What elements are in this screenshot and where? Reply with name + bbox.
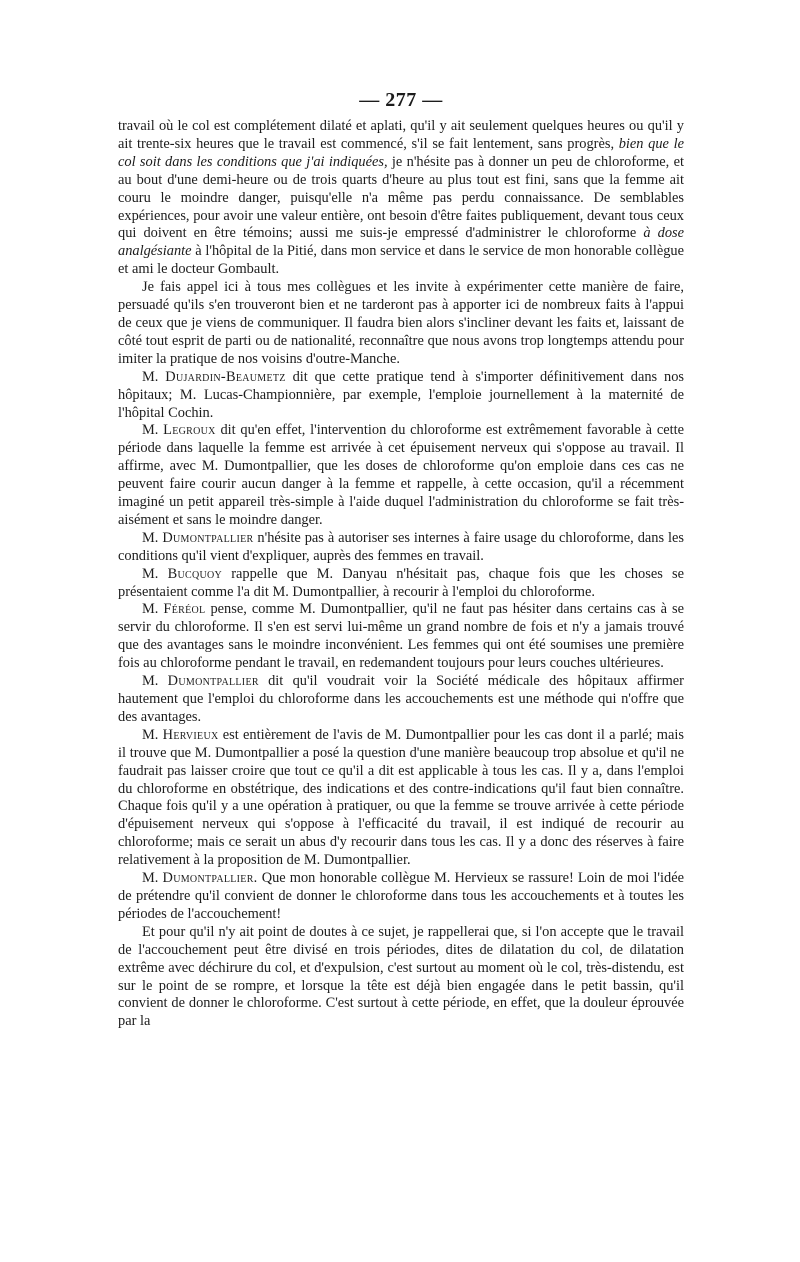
speaker-name: Dumontpallier [167, 673, 259, 690]
page-number: — 277 — [359, 89, 443, 111]
text-run: à l'hôpital de la Pitié, dans mon service et dans le service de mon honorable collègue et ami le docteur Gombault. [118, 243, 684, 278]
speaker-paragraph: M. Hervieux est entièrement de l'avis de M. Dumontpallier pour les cas dont il a parlé; mais il trouve que M. Dumontpallier a posé la question d'une manière beaucoup trop absolue et qu'il ne faudrait pas laisser croire que tout ce qu'il a dit est applicable à tous les cas. Il y a, dans l'emploi du chloroforme en obstétrique, des indications et des contre-indications qu'il faut bien connaître. Chaque fois qu'il y a une opération à pratiquer, ou que la femme se trouve arrivée à cette période d'épuisement nerveux qui s'oppose à l'efficacité du travail, il est indiqué de recourir au chloroforme; mais ce serait un abus d'y recourir dans tous les cas. Il y a donc des réserves à faire relativement à la proposition de M. Dumontpallier. [118, 726, 684, 869]
speaker-paragraph: M. Féréol pense, comme M. Dumontpallier, qu'il ne faut pas hésiter dans certains cas à se servir du chloroforme. Il s'en est servi lui-même un grand nombre de fois et n'y a jamais trouvé que des avantages sans le moindre inconvénient. Les femmes qui ont été soumises une première fois au chloroforme pendant le travail, en redemandent toujours pour leurs couches ultérieures. [118, 601, 684, 672]
book-page [118, 88, 684, 1031]
page-body [118, 118, 684, 1031]
speaker-name: Dumontpallier [162, 529, 254, 546]
speaker-paragraph: M. Dumontpallier. Que mon honorable collègue M. Hervieux se rassure! Loin de moi l'idée de prétendre qu'il convient de donner le chloroforme dans tous les accouchements et à toutes les périodes de l'accouchement! [118, 870, 684, 922]
paragraph-text: pense, comme M. Dumontpallier, qu'il ne faut pas hésiter dans certains cas à se servir du chloroforme. Il s'en est servi lui-même un grand nombre de fois et n'y a jamais trouvé que des avantages sans le moindre inconvénient. Les femmes qui ont été soumises une première fois au chloroforme pendant le travail, en redemandent toujours pour leurs couches ultérieures. [118, 601, 684, 672]
speaker-name: Dujardin-Beaumetz [165, 368, 286, 385]
paragraph-text: Je fais appel ici à tous mes collègues et les invite à expérimenter cette manière de faire, persuadé qu'ils s'en trouveront bien et ne tarderont pas à apporter ici de nombreux faits à l'appui de ceux que je viens de communiquer. Il faudra bien alors s'incliner devant les faits et, laissant de côté tout esprit de parti ou de nationalité, reconnaître que nous avons trop longtemps attendu pour imiter la pratique de nos voisins d'outre-Manche. [118, 279, 684, 367]
paragraph-text: dit que cette pratique tend à s'importer définitivement dans nos hôpitaux; M. Lucas-Championnière, par exemple, l'emploie journellement à la maternité de l'hôpital Cochin. [118, 368, 684, 421]
paragraph [118, 279, 684, 369]
speaker-paragraph: M. Dumontpallier dit qu'il voudrait voir la Société médicale des hôpitaux affirmer hautement que l'emploi du chloroforme dans les accouchements est une méthode qui n'offre que des avantages. [118, 673, 684, 725]
speaker-paragraph: M. Legroux dit qu'en effet, l'intervention du chloroforme est extrêmement favorable à cette période dans laquelle la femme est arrivée à cet épuisement nerveux qui s'oppose au travail. Il affirme, avec M. Dumontpallier, que les doses de chloroforme qu'on emploie dans ces cas ne peuvent faire courir aucun danger à la femme et rappelle, à cette occasion, qu'il a récemment imaginé un petit appareil très-simple à l'aide duquel l'administration du chloroforme se fait très-aisément et sans le moindre danger. [118, 422, 684, 528]
paragraph-text: dit qu'il voudrait voir la Société médicale des hôpitaux affirmer hautement que l'emploi du chloroforme dans les accouchements est une méthode qui n'offre que des avantages. [118, 673, 684, 725]
paragraph-text: est entièrement de l'avis de M. Dumontpallier pour les cas dont il a parlé; mais il trouve que M. Dumontpallier a posé la question d'une manière beaucoup trop absolue et qu'il ne faudrait pas laisser croire que tout ce qu'il a dit est applicable à tous les cas. Il y a, dans l'emploi du chloroforme en obstétrique, des indications et des contre-indications qu'il faut bien connaître. Chaque fois qu'il y a une opération à pratiquer, ou que la femme se trouve arrivée à cette période d'épuisement nerveux qui s'oppose à l'efficacité du travail, il est indiqué de recourir au chloroforme; mais ce serait un abus d'y recourir dans tous les cas. Il y a donc des réserves à faire relativement à la proposition de M. Dumontpallier. [118, 726, 684, 869]
paragraph-text: rappelle que M. Danyau n'hésitait pas, chaque fois que les choses se présentaient comme l'a dit M. Dumontpallier, à recourir à l'emploi du chloroforme. [118, 565, 685, 600]
speaker-name: Legroux [163, 422, 216, 439]
speaker-paragraph: M. Bucquoy rappelle que M. Danyau n'hésitait pas, chaque fois que les choses se présentaient comme l'a dit M. Dumontpallier, à recourir à l'emploi du chloroforme. [118, 565, 685, 600]
speaker-name: Bucquoy [167, 565, 223, 582]
speaker-name: Dumontpallier. [162, 870, 258, 887]
paragraph-text: dit qu'en effet, l'intervention du chloroforme est extrêmement favorable à cette période dans laquelle la femme est arrivée à cet épuisement nerveux qui s'oppose au travail. Il affirme, avec M. Dumontpallier, que les doses de chloroforme qu'on emploie dans ces cas ne peuvent faire courir aucun danger à la femme et rappelle, à cette occasion, qu'il a récemment imaginé un petit appareil très-simple à l'aide duquel l'administration du chloroforme se fait très-aisément et sans le moindre danger. [118, 422, 684, 528]
paragraph-text: n'hésite pas à autoriser ses internes à faire usage du chloroforme, dans les conditions qu'il vient d'expliquer, auprès des femmes en travail. [118, 529, 684, 564]
italic-text-run: à dose analgésiante [118, 225, 684, 260]
speaker-paragraph: M. Dujardin-Beaumetz dit que cette pratique tend à s'importer définitivement dans nos hôpitaux; M. Lucas-Championnière, par exemple, l'emploie journellement à la maternité de l'hôpital Cochin. [118, 368, 684, 421]
speaker-name: Hervieux [162, 726, 219, 743]
text-run: je n'hésite pas à donner un peu de chloroforme, et au bout d'une demi-heure ou de trois quarts d'heure au plus tout est fini, sans que la femme ait couru le moindre danger, puisqu'elle n'a même pas perdu connaissance. De semblables expériences, pour avoir une valeur entière, ont besoin d'être faites publiquement, devant tous ceux qui doivent en être témoins; aussi me suis-je empressé d'administrer le chloroforme [118, 153, 684, 242]
italic-text-run: bien que le col soit dans les conditions que j'ai indiquées, [118, 135, 684, 170]
paragraph [118, 924, 684, 1031]
paragraph-text: Et pour qu'il n'y ait point de doutes à ce sujet, je rappellerai que, si l'on accepte que le travail de l'accouchement peut être divisé en trois périodes, dites de dilatation du col, de dilatation extrême avec déchirure du col, et d'expulsion, c'est surtout au moment où le col, très-distendu, est sur le point de se rompre, et lorsque la tête est déjà bien engagée dans le petit bassin, qu'il convient de donner le chloroforme. C'est surtout à cette période, en effet, que la douleur éprouvée par la [118, 923, 684, 1030]
speaker-paragraph: M. Dumontpallier n'hésite pas à autoriser ses internes à faire usage du chloroforme, dans les conditions qu'il vient d'expliquer, auprès des femmes en travail. [118, 529, 684, 564]
paragraph-text: Que mon honorable collègue M. Hervieux se rassure! Loin de moi l'idée de prétendre qu'il convient de donner le chloroforme dans tous les accouchements et à toutes les périodes de l'accouchement! [118, 870, 684, 922]
speaker-name: Féréol [163, 601, 206, 618]
text-run: travail où le col est complétement dilaté et aplati, qu'il y ait seulement quelques heures ou qu'il y ait trente-six heures que le travail est commencé, s'il se fait lentement, sans progrès, [118, 118, 684, 152]
paragraph [118, 118, 684, 279]
